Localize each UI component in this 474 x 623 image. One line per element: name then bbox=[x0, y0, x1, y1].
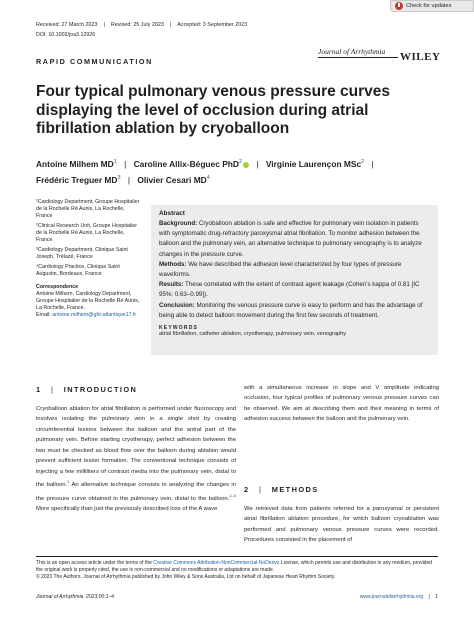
orcid-icon[interactable] bbox=[243, 162, 249, 168]
conclusion-label: Conclusion: bbox=[159, 301, 195, 309]
author-name[interactable]: Frédéric Treguer MD bbox=[36, 174, 118, 185]
author-separator: | bbox=[127, 174, 131, 185]
publisher-logo: WILEY bbox=[400, 51, 441, 63]
affiliation: ⁴Cardiology Practice, Clinique Saint Augustin, Bordeaux, France bbox=[36, 264, 120, 277]
affiliations bbox=[36, 199, 142, 319]
article-type: RAPID COMMUNICATION bbox=[36, 57, 153, 66]
article-title: Four typical pulmonary venous pressure curves displaying the level of occlusion during atrial fibrillation ablation by cryoballoon bbox=[36, 83, 391, 137]
author-separator: | bbox=[371, 158, 374, 169]
intro-text bbox=[36, 404, 236, 514]
doi: DOI: 10.1002/joa3.12926 bbox=[36, 32, 96, 38]
results-text: These correlated with the extent of contrast agent leakage (Cohen's kappa of 0.81 [IC 95%: 0.63–0.99]). bbox=[159, 281, 420, 299]
author-affil-sup[interactable]: 4 bbox=[206, 174, 210, 181]
page-footer bbox=[36, 594, 438, 600]
intro-text-a: Cryoballoon ablation for atrial fibrillation is performed under fluoroscopy and involves isolating the pulmonary vein in a single shot by creating circumferential lesions between the balloon and the antral part of the pulmonary vein. Before starting cryotherapy, perfect adhesion between the two must be checked as blood flow over the balloon during ablation would prevent sufficient lesion formation. The conventional technique consists of injecting a few milliliters of contrast media into the pulmonary vein, distal to the balloon. bbox=[36, 406, 236, 489]
author-affil-sup[interactable]: 1 bbox=[113, 159, 117, 165]
journal-logo-text: Journal of Arrhythmia bbox=[318, 47, 386, 56]
affiliation: ¹Cardiology Department, Groupe Hospitalier de la Rochelle Ré Aunis, La Rochelle, France bbox=[36, 199, 140, 219]
intro-text-b: An alternative technique consists in analyzing the changes in the pressure curve obtained in the pulmonary vein, distal to the balloon. bbox=[36, 482, 236, 502]
journal-logo-rule bbox=[318, 57, 398, 58]
journal-url-link[interactable]: www.journalofarrhythmia.org bbox=[359, 594, 424, 600]
results-label: Results: bbox=[159, 281, 184, 289]
abstract-body bbox=[159, 219, 430, 321]
abstract-box bbox=[151, 205, 438, 355]
author-name[interactable]: Caroline Allix-Béguec PhD bbox=[133, 158, 239, 169]
footer-divider bbox=[36, 556, 438, 557]
license-pre: This is an open access article under the terms of the bbox=[36, 560, 154, 566]
heading-separator: | bbox=[50, 385, 55, 394]
background-label: Background: bbox=[159, 220, 198, 227]
affiliation: ²Clinical Research Unit, Groupe Hospitalier de la Rochelle Ré Aunis, La Rochelle, France bbox=[36, 223, 137, 243]
author-separator: | bbox=[256, 158, 259, 169]
check-for-updates-button[interactable] bbox=[390, 0, 474, 12]
correspondence-text: Antoine Milhem, Cardiology Department, Groupe Hospitalier de la Rochelle Ré Aunis, La Rochelle, France. bbox=[36, 291, 140, 311]
heading-separator: | bbox=[258, 485, 263, 494]
intro-title: INTRODUCTION bbox=[63, 385, 138, 394]
author-affil-sup[interactable]: 2 bbox=[361, 159, 365, 165]
page-number: 1 bbox=[435, 594, 438, 600]
received-date: Received: 27 March 2023 bbox=[36, 22, 98, 28]
license-link[interactable]: Creative Commons Attribution-NonCommercial-NoDerivs bbox=[153, 560, 280, 566]
keywords-heading: KEYWORDS bbox=[159, 325, 199, 332]
methods-text: We have described the adhesion level characterized by four types of pressure waveforms. bbox=[159, 260, 402, 279]
email-link[interactable]: antoine.milhem@ght-atlantique17.fr bbox=[52, 312, 137, 318]
abstract-heading: Abstract bbox=[159, 210, 185, 217]
email-label: Email: bbox=[36, 312, 51, 318]
methods-number: 2 bbox=[244, 485, 250, 494]
journal-brand bbox=[318, 47, 441, 67]
copyright: © 2023 The Authors. Journal of Arrhythmia published by John Wiley & Sons Australia, Ltd on behalf of Japanese Heart Rhythm Society. bbox=[36, 574, 336, 581]
author-name[interactable]: Virginie Laurençon MSc bbox=[265, 158, 362, 169]
affiliation: ³Cardiology Department, Clinique Saint Joseph, Trélazé, France bbox=[36, 247, 128, 260]
license-post: License, which permits use and distribution in any medium, provided the original work is properly cited, the use is non-commercial and no modifications or adaptations are made. bbox=[36, 560, 433, 574]
author-name[interactable]: Olivier Cesari MD bbox=[137, 174, 207, 185]
journal-citation: Journal of Arrhythmia. 2023;00:1–4. bbox=[36, 594, 116, 600]
methods-text: We retrieved data from patients referred for a paroxysmal or persistent atrial fibrillation ablation procedure, for which balloon cryoablation was performed and pulmonary venous pressure curves were recorded. Procedures consisted in the placement of bbox=[244, 506, 439, 544]
history-dates: Received: 27 March 2023 | Revised: 25 July 2023 | Accepted: 3 September 2023 bbox=[36, 22, 248, 28]
keywords-text: atrial fibrillation, catheter ablation, cryotherapy, pulmonary vein, venography bbox=[159, 331, 347, 338]
footer-separator: | bbox=[428, 594, 430, 600]
check-updates-label: Check for updates bbox=[406, 3, 452, 9]
revised-date: Revised: 25 July 2023 bbox=[110, 22, 164, 28]
intro-heading bbox=[36, 385, 137, 394]
methods-heading bbox=[244, 485, 319, 494]
check-updates-icon bbox=[395, 2, 403, 10]
correspondence-email-row bbox=[36, 312, 142, 319]
citation-link[interactable]: 2–5 bbox=[229, 492, 236, 498]
author-list bbox=[36, 155, 446, 187]
conclusion-text: Monitoring the venous pressure curve is easy to perform and has the advantage of being able to detect balloon movement during the first few seconds of treatment. bbox=[159, 301, 423, 319]
accepted-date: Accepted: 3 September 2023 bbox=[177, 22, 248, 28]
background-text: Cryoballoon ablation is safe and effective for pulmonary vein isolation in patients with symptomatic drug-refractory paroxysmal atrial fibrillation. To monitor adhesion between the balloon and the pulmonary vein, an alternative technique to pulmonary venography is to analyze changes in the pressure curve. bbox=[159, 220, 422, 258]
author-name[interactable]: Antoine Milhem MD bbox=[36, 158, 114, 169]
footer-right bbox=[360, 594, 438, 600]
citation-link[interactable]: 1 bbox=[67, 479, 70, 485]
methods-title: METHODS bbox=[271, 485, 319, 494]
intro-number: 1 bbox=[36, 385, 42, 394]
author-affil-sup[interactable]: 3 bbox=[117, 174, 121, 181]
intro-text-continued: with a simultaneous increase in slope and V amplitude indicating occlusion, four typical profiles of pulmonary venous pressure curves can be observed. We aim at describing them and their meaning in terms of adhesion success between the balloon and the pulmonary vein. bbox=[244, 385, 439, 423]
methods-label: Methods: bbox=[159, 260, 187, 268]
author-affil-sup[interactable]: 2 bbox=[238, 159, 243, 165]
intro-text-c: More specifically than just the previously described loss of the A wave bbox=[36, 506, 218, 513]
license-notice bbox=[36, 560, 438, 582]
correspondence-heading: Correspondence bbox=[36, 284, 79, 290]
author-separator: | bbox=[124, 158, 127, 169]
